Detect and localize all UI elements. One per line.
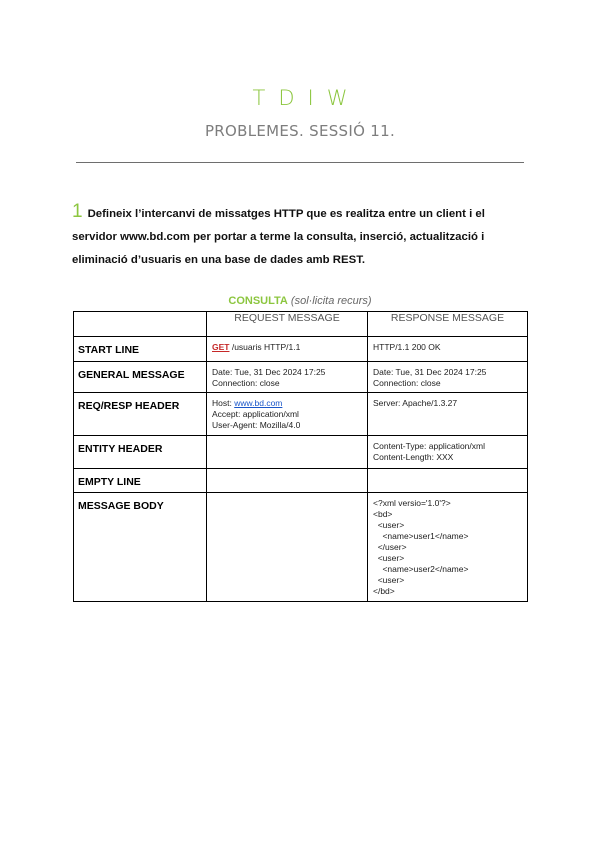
xml-line: <user> — [373, 553, 405, 563]
header-divider — [76, 162, 524, 163]
table-title-note: (sol·licita recurs) — [290, 295, 372, 307]
reqresp-response: Server: Apache/1.3.27 — [368, 393, 528, 436]
http-message-table — [73, 311, 528, 602]
column-header-request: REQUEST MESSAGE — [207, 312, 368, 337]
row-label-body: MESSAGE BODY — [74, 493, 207, 602]
table-row-start-line — [74, 337, 528, 362]
xml-line: <name>user2</name> — [373, 564, 469, 574]
host-line — [212, 398, 363, 409]
page-subtitle: PROBLEMES. SESSIÓ 11. — [204, 122, 396, 140]
general-request-connection: Connection: close — [212, 378, 280, 388]
empty-request — [207, 469, 368, 493]
table-row-body — [74, 493, 528, 602]
general-response-date: Date: Tue, 31 Dec 2024 17:25 — [373, 367, 487, 377]
empty-response — [368, 469, 528, 493]
start-line-response: HTTP/1.1 200 OK — [368, 337, 528, 362]
table-title: CONSULTA — [228, 295, 288, 307]
entity-request — [207, 436, 368, 469]
table-row-general — [74, 362, 528, 393]
xml-line: <bd> — [373, 509, 393, 519]
general-request-date: Date: Tue, 31 Dec 2024 17:25 — [212, 367, 326, 377]
content-type-header: Content-Type: application/xml — [373, 441, 485, 451]
row-label-reqresp: REQ/RESP HEADER — [74, 393, 207, 436]
xml-line: <name>user1</name> — [373, 531, 469, 541]
table-caption — [0, 295, 600, 307]
start-line-request — [207, 337, 368, 362]
xml-line: </user> — [373, 542, 407, 552]
column-header-empty — [74, 312, 207, 337]
table-row-entity — [74, 436, 528, 469]
xml-line: <user> — [373, 575, 405, 585]
host-label: Host: — [212, 398, 235, 408]
question-text: Defineix l’intercanvi de missatges HTTP que es realitza entre un client i el servidor www.bd.com per portar a terme la consulta, inserció, actualització i eliminació d’usuaris en una base de dades amb REST. — [72, 208, 485, 266]
http-method-get: GET — [212, 342, 230, 352]
body-request — [207, 493, 368, 602]
entity-response — [368, 436, 528, 469]
row-label-general: GENERAL MESSAGE — [74, 362, 207, 393]
general-request — [207, 362, 368, 393]
body-response — [368, 493, 528, 602]
row-label-start-line: START LINE — [74, 337, 207, 362]
table-row-empty — [74, 469, 528, 493]
reqresp-request — [207, 393, 368, 436]
brand-title: TDIW — [252, 86, 361, 110]
accept-header: Accept: application/xml — [212, 409, 299, 419]
content-length-header: Content-Length: XXX — [373, 452, 454, 462]
row-label-entity: ENTITY HEADER — [74, 436, 207, 469]
xml-line: <?xml versio='1.0'?> — [373, 498, 451, 508]
question-number: 1 — [72, 201, 83, 222]
xml-line: </bd> — [373, 586, 395, 596]
row-label-empty: EMPTY LINE — [74, 469, 207, 493]
start-line-request-path: /usuaris HTTP/1.1 — [229, 342, 301, 352]
column-header-response: RESPONSE MESSAGE — [368, 312, 528, 337]
xml-line: <user> — [373, 520, 405, 530]
question-block — [72, 200, 532, 272]
table-header-row — [74, 312, 528, 337]
general-response-connection: Connection: close — [373, 378, 441, 388]
user-agent-header: User-Agent: Mozilla/4.0 — [212, 420, 301, 430]
table-row-reqresp — [74, 393, 528, 436]
host-link[interactable]: www.bd.com — [234, 398, 283, 408]
general-response — [368, 362, 528, 393]
